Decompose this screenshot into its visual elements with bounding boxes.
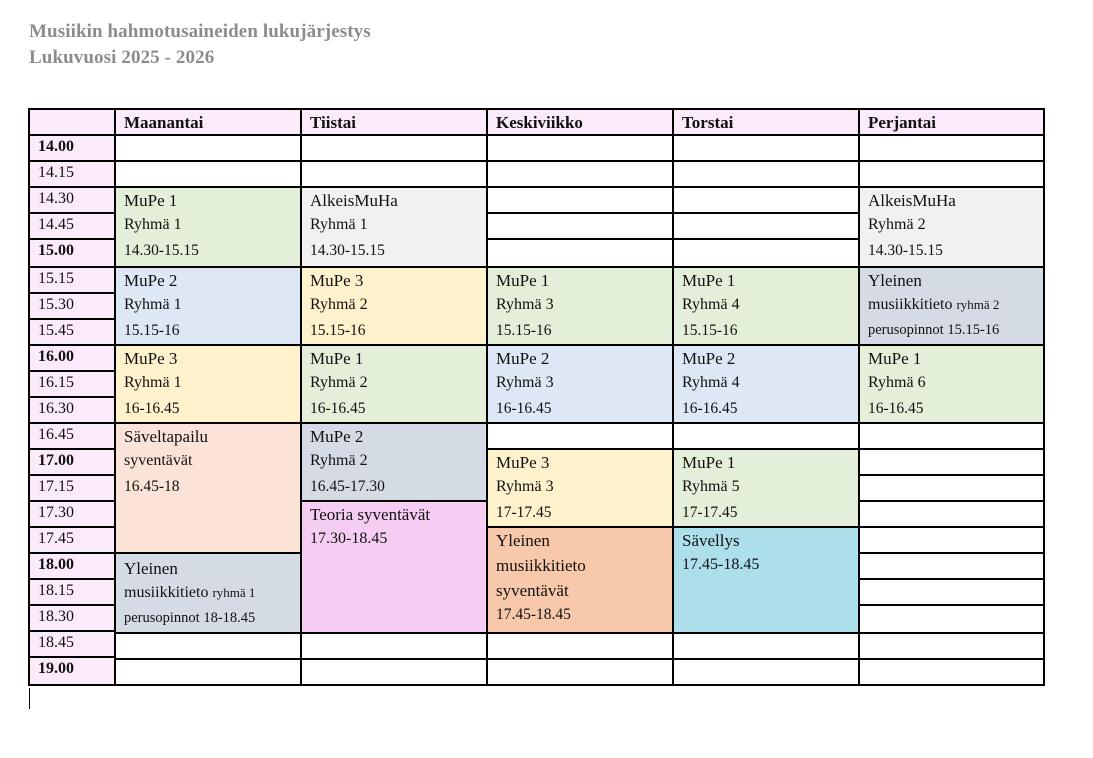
empty-cell bbox=[860, 136, 1045, 162]
time-label: 15.15 bbox=[30, 268, 116, 294]
lesson-course: AlkeisMuHa bbox=[310, 191, 398, 210]
empty-cell bbox=[674, 660, 860, 686]
header-corner bbox=[30, 110, 116, 136]
lesson-subject: musiikkitieto bbox=[496, 556, 586, 575]
lesson-course: MuPe 3 bbox=[496, 453, 550, 472]
empty-cell bbox=[674, 214, 860, 240]
empty-cell bbox=[488, 424, 674, 450]
lesson-course: MuPe 1 bbox=[868, 349, 922, 368]
time-label: 16.45 bbox=[30, 424, 116, 450]
time-label: 15.45 bbox=[30, 320, 116, 346]
lesson-group: Ryhmä 1 bbox=[124, 296, 182, 313]
lesson-block bbox=[860, 188, 1045, 268]
lesson-block bbox=[488, 528, 674, 634]
lesson-group: Ryhmä 3 bbox=[496, 296, 554, 313]
empty-cell bbox=[860, 634, 1045, 660]
lesson-time: 15.15-16 bbox=[496, 322, 552, 339]
empty-cell bbox=[674, 634, 860, 660]
empty-cell bbox=[488, 136, 674, 162]
empty-cell bbox=[302, 136, 488, 162]
lesson-block bbox=[674, 268, 860, 346]
lesson-group: Ryhmä 3 bbox=[496, 478, 554, 495]
lesson-block bbox=[860, 346, 1045, 424]
empty-cell bbox=[488, 634, 674, 660]
empty-cell bbox=[488, 162, 674, 188]
empty-cell bbox=[860, 424, 1045, 450]
lesson-block bbox=[116, 188, 302, 268]
lesson-group: ryhmä 1 bbox=[212, 585, 256, 600]
lesson-group: Ryhmä 2 bbox=[310, 296, 368, 313]
empty-cell bbox=[674, 424, 860, 450]
empty-cell bbox=[674, 240, 860, 268]
lesson-block bbox=[116, 346, 302, 424]
lesson-group: Ryhmä 2 bbox=[310, 374, 368, 391]
empty-cell bbox=[488, 660, 674, 686]
lesson-block bbox=[302, 188, 488, 268]
lesson-course: MuPe 2 bbox=[124, 271, 178, 290]
lesson-course: Yleinen bbox=[124, 559, 178, 578]
lesson-time: 14.30-15.15 bbox=[310, 242, 385, 259]
time-label: 14.45 bbox=[30, 214, 116, 240]
lesson-subject: musiikkitieto bbox=[124, 584, 209, 601]
document-title: Musiikin hahmotusaineiden lukujärjestys bbox=[29, 21, 371, 42]
time-label: 17.45 bbox=[30, 528, 116, 554]
empty-cell bbox=[674, 162, 860, 188]
time-label: 16.00 bbox=[30, 346, 116, 372]
empty-cell bbox=[116, 634, 302, 660]
lesson-time: 17.45-18.45 bbox=[682, 556, 760, 573]
empty-cell bbox=[302, 162, 488, 188]
time-label: 17.00 bbox=[30, 450, 116, 476]
time-label: 18.45 bbox=[30, 632, 116, 658]
text-cursor[interactable] bbox=[29, 688, 30, 709]
lesson-course: MuPe 2 bbox=[310, 427, 364, 446]
lesson-time: 14.30-15.15 bbox=[868, 242, 943, 259]
lesson-group: Ryhmä 5 bbox=[682, 478, 740, 495]
lesson-time: 15.15-16 bbox=[124, 322, 180, 339]
lesson-time: 17.45-18.45 bbox=[496, 606, 571, 623]
lesson-block bbox=[860, 268, 1045, 346]
empty-cell bbox=[674, 136, 860, 162]
lesson-time: 16-16.45 bbox=[496, 400, 552, 417]
lesson-course: MuPe 2 bbox=[496, 349, 550, 368]
header-day: Keskiviikko bbox=[488, 110, 674, 136]
time-label: 14.15 bbox=[30, 162, 116, 188]
lesson-block bbox=[674, 528, 860, 634]
empty-cell bbox=[860, 606, 1045, 634]
lesson-course: MuPe 1 bbox=[124, 191, 178, 210]
lesson-time: perusopinnot 15.15-16 bbox=[868, 322, 1000, 338]
lesson-block bbox=[116, 424, 302, 554]
empty-cell bbox=[860, 476, 1045, 502]
lesson-block bbox=[674, 346, 860, 424]
lesson-block bbox=[302, 502, 488, 634]
header-day: Maanantai bbox=[116, 110, 302, 136]
lesson-group: Ryhmä 2 bbox=[310, 452, 368, 469]
lesson-block bbox=[488, 268, 674, 346]
lesson-block bbox=[302, 424, 488, 502]
lesson-group: Ryhmä 1 bbox=[124, 374, 182, 391]
empty-cell bbox=[860, 450, 1045, 476]
lesson-time: 17-17.45 bbox=[496, 504, 552, 521]
header-day: Torstai bbox=[674, 110, 860, 136]
lesson-block bbox=[302, 346, 488, 424]
lesson-group: Ryhmä 2 bbox=[868, 216, 926, 233]
lesson-block bbox=[116, 554, 302, 634]
empty-cell bbox=[860, 528, 1045, 554]
lesson-course: MuPe 3 bbox=[310, 271, 364, 290]
lesson-course: Yleinen bbox=[868, 271, 922, 290]
lesson-group: Ryhmä 1 bbox=[124, 216, 182, 233]
time-label: 19.00 bbox=[30, 658, 116, 686]
lesson-course: Sävellys bbox=[682, 531, 740, 550]
time-label: 18.00 bbox=[30, 554, 116, 580]
time-label: 15.30 bbox=[30, 294, 116, 320]
time-label: 14.00 bbox=[30, 136, 116, 162]
empty-cell bbox=[860, 162, 1045, 188]
empty-cell bbox=[302, 634, 488, 660]
document-subtitle: Lukuvuosi 2025 - 2026 bbox=[29, 47, 215, 68]
lesson-time: perusopinnot 18-18.45 bbox=[124, 610, 256, 626]
empty-cell bbox=[674, 188, 860, 214]
empty-cell bbox=[488, 188, 674, 214]
lesson-time: 16.45-18 bbox=[124, 478, 180, 495]
lesson-course: MuPe 2 bbox=[682, 349, 736, 368]
lesson-block bbox=[116, 268, 302, 346]
empty-cell bbox=[116, 660, 302, 686]
empty-cell bbox=[860, 580, 1045, 606]
lesson-group: Ryhmä 4 bbox=[682, 296, 740, 313]
lesson-time: 17.30-18.45 bbox=[310, 530, 388, 547]
time-label: 16.30 bbox=[30, 398, 116, 424]
lesson-course: MuPe 1 bbox=[496, 271, 550, 290]
time-label: 17.30 bbox=[30, 502, 116, 528]
lesson-course: Teoria syventävät bbox=[310, 505, 431, 524]
empty-cell bbox=[860, 660, 1045, 686]
empty-cell bbox=[860, 554, 1045, 580]
lesson-course: AlkeisMuHa bbox=[868, 191, 956, 210]
lesson-block bbox=[302, 268, 488, 346]
lesson-time: 16-16.45 bbox=[868, 400, 924, 417]
lesson-course: Yleinen bbox=[496, 531, 550, 550]
lesson-group: Ryhmä 6 bbox=[868, 374, 926, 391]
empty-cell bbox=[860, 502, 1045, 528]
time-label: 18.30 bbox=[30, 606, 116, 632]
lesson-time: 16-16.45 bbox=[124, 400, 180, 417]
lesson-time: 17-17.45 bbox=[682, 504, 738, 521]
lesson-time: 14.30-15.15 bbox=[124, 242, 199, 259]
time-label: 17.15 bbox=[30, 476, 116, 502]
empty-cell bbox=[488, 240, 674, 268]
lesson-block bbox=[674, 450, 860, 528]
time-label: 14.30 bbox=[30, 188, 116, 214]
lesson-group: Ryhmä 1 bbox=[310, 216, 368, 233]
time-label: 16.15 bbox=[30, 372, 116, 398]
header-day: Perjantai bbox=[860, 110, 1045, 136]
empty-cell bbox=[302, 660, 488, 686]
lesson-group: Ryhmä 4 bbox=[682, 374, 740, 391]
time-label: 18.15 bbox=[30, 580, 116, 606]
lesson-time: 15.15-16 bbox=[682, 322, 738, 339]
lesson-group: ryhmä 2 bbox=[956, 297, 1000, 312]
lesson-group: Ryhmä 3 bbox=[496, 374, 554, 391]
lesson-time: 15.15-16 bbox=[310, 322, 366, 339]
lesson-course: MuPe 1 bbox=[310, 349, 364, 368]
lesson-time: 16-16.45 bbox=[682, 400, 738, 417]
lesson-subject: musiikkitieto bbox=[868, 296, 953, 313]
lesson-course: MuPe 1 bbox=[682, 453, 736, 472]
lesson-time: 16.45-17.30 bbox=[310, 478, 385, 495]
lesson-course: MuPe 1 bbox=[682, 271, 736, 290]
lesson-level: syventävät bbox=[496, 581, 569, 600]
lesson-block bbox=[488, 450, 674, 528]
empty-cell bbox=[116, 136, 302, 162]
lesson-level: syventävät bbox=[124, 452, 193, 469]
empty-cell bbox=[488, 214, 674, 240]
header-day: Tiistai bbox=[302, 110, 488, 136]
lesson-block bbox=[488, 346, 674, 424]
empty-cell bbox=[116, 162, 302, 188]
time-label: 15.00 bbox=[30, 240, 116, 268]
lesson-course: Säveltapailu bbox=[124, 427, 209, 446]
lesson-course: MuPe 3 bbox=[124, 349, 178, 368]
timetable bbox=[28, 108, 1045, 686]
lesson-time: 16-16.45 bbox=[310, 400, 366, 417]
